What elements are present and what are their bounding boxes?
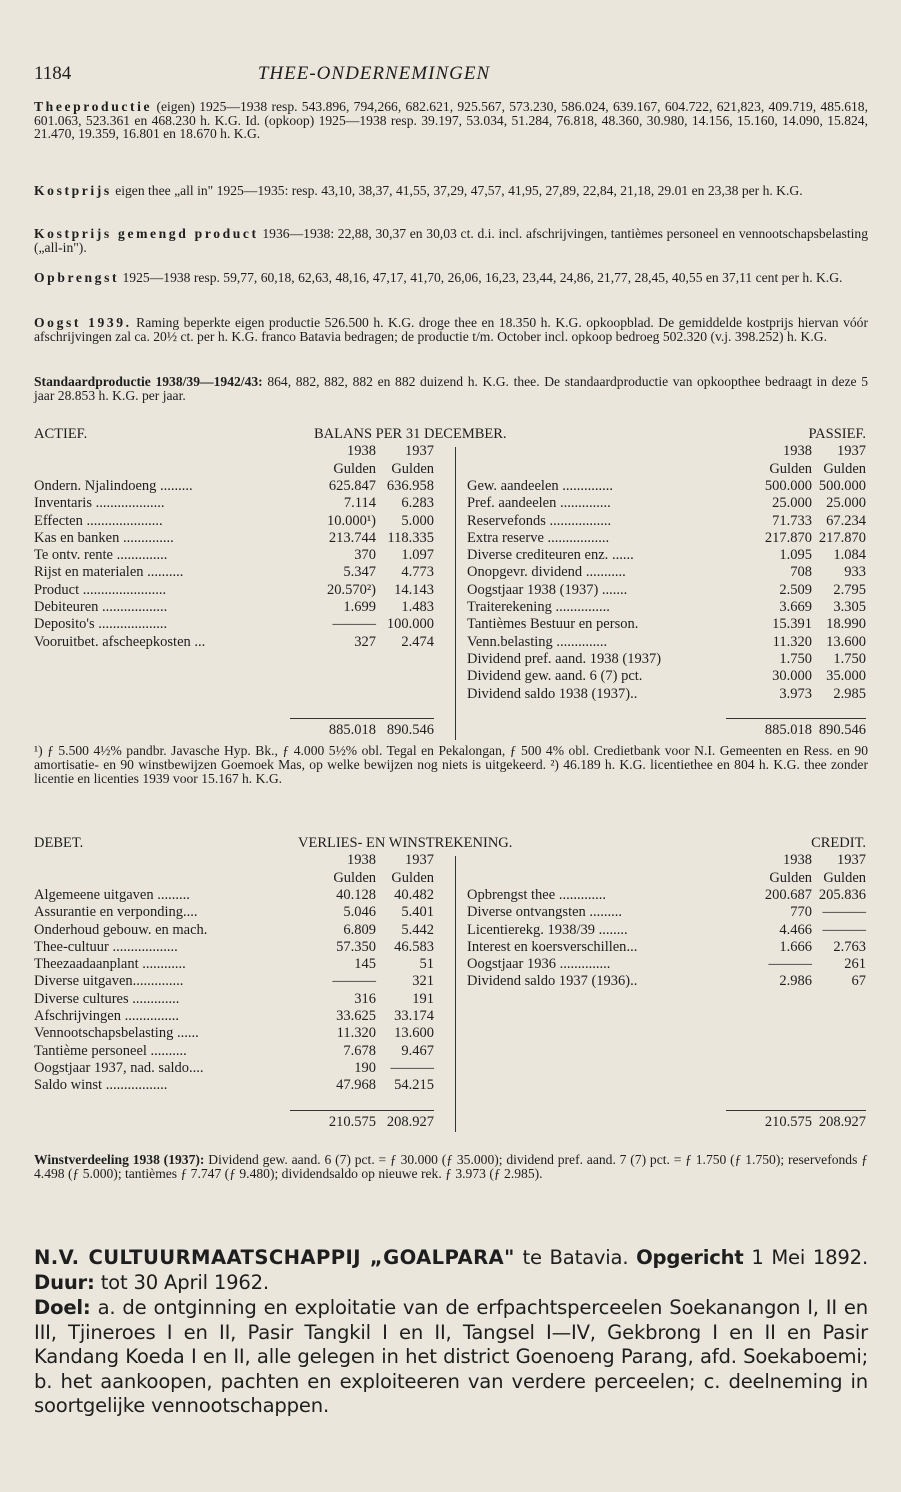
- table-row-left: [34, 1025, 868, 1042]
- table-row-right: [34, 904, 868, 921]
- row-label: [467, 651, 723, 668]
- value-1937: 54.215: [394, 1077, 434, 1094]
- value-1937: 18.990: [826, 616, 866, 633]
- doel-paragraph: [34, 1296, 868, 1419]
- totals-row: [34, 722, 868, 739]
- right-title: PASSIEF.: [808, 426, 866, 442]
- left-title: DEBET.: [34, 835, 84, 851]
- row-label-text: Vooruitbet. afscheepkosten: [34, 633, 191, 650]
- row-label-dots: ..................: [108, 938, 178, 955]
- total-left-1938: 210.575: [328, 1114, 376, 1130]
- unit-left: Gulden: [333, 460, 376, 477]
- value-1937: 261: [844, 956, 866, 973]
- page-number: 1184: [34, 63, 72, 84]
- unit-header-row: [34, 870, 868, 887]
- row-label-dots: .......: [598, 581, 628, 598]
- balance-footnote: ¹) ƒ 5.500 4½% pandbr. Javasche Hyp. Bk., ƒ 4.000 5½% obl. Tegal en Pekalongan, ƒ 500 4% obl. Credietbank voor N.I. Gemeenten en Ress. en 90 amortisatie- en 90 winstbewijzen Goemoek Mas, op welke bewijzen nog niets is uitgekeerd. ²) 46.189 h. K.G. licentiethee en 804 h. K.G. thee zonder licentie en licenties 1939 voor 15.167 h. K.G.: [34, 743, 868, 786]
- row-label-text: Te ontv. rente: [34, 547, 113, 564]
- doel-text: a. de ontginning en exploitatie van de erfpachtsperceelen Soekanangon I, II en III, Tjineroes I en II, Pasir Tangkil I en II, Tangsel I—IV, Gekbrong I en II en Pasir Kandang Koeda I en II, alle gelegen in het district Goenoeng Parang, afd. Soekaboemi; b. het aankoopen, pachten en exploiteeren van verdere perceelen; c. deelneming in soortgelijke vennootschappen.: [34, 1296, 869, 1418]
- paragraph-opbrengst: [34, 271, 868, 285]
- value-1938: 190: [354, 1059, 376, 1076]
- row-label-dots: .............: [555, 886, 606, 903]
- row-label-text: Rijst en materialen: [34, 564, 144, 581]
- text-kostprijs: eigen thee „all in" 1925—1935: resp. 43,10, 38,37, 41,55, 37,29, 47,57, 41,95, 27,89, 22,84, 21,18, 29.01 en 23,38 per h. K.G.: [115, 183, 803, 198]
- row-label-dots: ....: [183, 904, 198, 921]
- value-1937: 67.234: [826, 512, 866, 529]
- value-1937: 13.600: [826, 633, 866, 650]
- unit-right: Gulden: [769, 869, 812, 886]
- unit-right-2: Gulden: [823, 460, 866, 477]
- row-label-text: Reservefonds: [467, 512, 546, 529]
- value-1937: 4.773: [401, 564, 434, 581]
- total-right-1937: 208.927: [818, 1114, 866, 1130]
- row-label-dots: .............: [128, 990, 180, 1007]
- center-divider: [455, 856, 456, 1132]
- value-1938: 1.699: [343, 599, 376, 615]
- statement-title-row: [34, 835, 868, 852]
- row-label-dots: .................: [102, 1077, 168, 1094]
- row-label-dots: ..............: [556, 495, 611, 512]
- table-row-right: [34, 634, 868, 651]
- value-1937: 205.836: [818, 886, 866, 903]
- table-row-right: [34, 668, 868, 685]
- value-1937: 2.474: [401, 633, 434, 650]
- value-1938: ———: [332, 973, 376, 990]
- value-1937: 1.483: [401, 599, 434, 615]
- row-label-text: Diverse ontvangsten: [467, 904, 586, 921]
- table-row-right: [34, 530, 868, 547]
- row-label: [467, 564, 723, 581]
- table-row-left: [34, 1008, 868, 1025]
- row-label-text: Algemeene uitgaven: [34, 886, 154, 903]
- paragraph-oogst: [34, 316, 868, 343]
- center-title: VERLIES- EN WINSTREKENING.: [298, 835, 513, 851]
- row-label-dots: ..................: [98, 599, 168, 615]
- table-row-right: [34, 939, 868, 956]
- row-label-text: Dividend gew. aand. 6 (7) pct.: [467, 668, 643, 685]
- paragraph-winstverdeeling: [34, 1153, 868, 1181]
- text-kostprijs-gemengd: 1936—1938: 22,88, 30,37 en 30,03 ct. d.i. incl. afschrijvingen, tantièmes personeel en vennootschapsbelasting („all-in").: [34, 226, 868, 255]
- row-label-text: Onopgevr. dividend: [467, 564, 583, 581]
- value-1938: 316: [354, 990, 376, 1007]
- value-1937: 13.600: [394, 1025, 434, 1042]
- text-theeproductie: (eigen) 1925—1938 resp. 543.896, 794,266, 682.621, 925.567, 573.230, 586.024, 639.167, 604.722, 621,823, 409.719, 485.618, 601.063, 523.361 en 468.230 h. K.G. Id. (opkoop) 1925—1938 resp. 39.197, 53.034, 51.284, 76.818, 48.360, 30.980, 14.156, 15.160, 14.090, 15.824, 21.470, 19.359, 16.801 en 18.670 h. K.G.: [34, 99, 869, 142]
- table-row-left: [34, 1077, 868, 1094]
- total-rule-left: [290, 1110, 434, 1111]
- value-1937: 100.000: [386, 616, 434, 633]
- row-label-text: Kas en banken: [34, 529, 120, 546]
- row-label-text: Oogstjaar 1938 (1937): [467, 581, 599, 598]
- row-label: [467, 599, 723, 616]
- value-1937: 2.795: [833, 581, 866, 598]
- row-label: [467, 547, 723, 564]
- row-label-text: Theezaadaanplant: [34, 956, 139, 973]
- row-label-dots: ...: [626, 938, 638, 955]
- value-1937: ———: [822, 904, 866, 921]
- duur-label: Duur:: [34, 1270, 95, 1294]
- row-label-dots: ......: [173, 1025, 199, 1042]
- text-standaardproductie: 864, 882, 882, 882 en 882 duizend h. K.G. thee. De standaardproductie van opkoopthee bedraagt in deze 5 jaar 28.853 h. K.G. per jaar.: [34, 374, 868, 403]
- row-label-text: Extra reserve: [467, 529, 544, 546]
- value-1937: 1.084: [833, 547, 866, 564]
- row-label-text: Afschrijvingen: [34, 1008, 121, 1024]
- value-1937: ———: [390, 1059, 434, 1076]
- table-row-right: [34, 513, 868, 530]
- year-1937-left: 1937: [405, 852, 434, 869]
- row-label-text: Effecten: [34, 512, 83, 529]
- table-row-right: [34, 973, 868, 990]
- table-row-right: [34, 956, 868, 973]
- center-divider: [455, 447, 456, 740]
- value-1938: 2.986: [779, 973, 812, 990]
- table-row-right: [34, 922, 868, 939]
- table-row-right: [34, 547, 868, 564]
- row-label-text: Venn.belasting: [467, 633, 553, 650]
- row-label-dots: ...............: [551, 599, 610, 615]
- row-label-dots: .........: [585, 904, 623, 921]
- duur-value: tot 30 April 1962.: [100, 1270, 269, 1294]
- value-1938: 4.466: [779, 921, 812, 938]
- row-label-dots: .........: [156, 477, 193, 494]
- value-1938: 3.669: [779, 599, 812, 615]
- value-1938: 145: [354, 956, 376, 973]
- unit-left-2: Gulden: [391, 869, 434, 886]
- value-1938: 11.320: [772, 633, 812, 650]
- text-opbrengst: 1925—1938 resp. 59,77, 60,18, 62,63, 48,16, 47,17, 41,70, 26,06, 16,23, 23,44, 24,86, 21,77, 28,45, 40,55 en 37,11 cent per h. K.G.: [122, 270, 843, 285]
- row-label-text: Dividend pref. aand. 1938 (1937): [467, 650, 662, 667]
- row-label-dots: ............: [138, 956, 186, 973]
- value-1938: 57.350: [336, 938, 376, 955]
- row-label: [34, 1077, 292, 1094]
- value-1938: 1.666: [779, 938, 812, 955]
- row-label-dots: ....: [189, 1059, 204, 1076]
- value-1938: 370: [354, 547, 376, 564]
- row-label: [34, 1060, 292, 1077]
- unit-left: Gulden: [333, 869, 376, 886]
- value-1938: 1.750: [779, 650, 812, 667]
- total-left-1937: 208.927: [386, 1114, 434, 1130]
- row-label-text: Tantième personeel: [34, 1042, 147, 1059]
- value-1937: 118.335: [387, 529, 434, 546]
- row-label-text: Diverse cultures: [34, 990, 129, 1007]
- total-right-1938: 885.018: [764, 722, 812, 738]
- row-label: [34, 991, 292, 1008]
- value-1938: 3.973: [779, 685, 812, 702]
- year-1937-left: 1937: [405, 443, 434, 460]
- row-label: [34, 1043, 292, 1060]
- row-label-text: Saldo winst: [34, 1077, 103, 1094]
- value-1938: 213.744: [328, 529, 376, 546]
- year-1938-left: 1938: [347, 443, 376, 460]
- row-label-dots: .........: [153, 886, 190, 903]
- row-label-text: Interest en koersverschillen: [467, 938, 627, 955]
- year-1938-right: 1938: [783, 852, 812, 869]
- text-oogst: Raming beperkte eigen productie 526.500 h. K.G. droge thee en 18.350 h. K.G. opkoopblad. De gemiddelde kostprijs hiervan vóór afschrijvingen zal ca. 20½ ct. per h. K.G. franco Batavia bedragen; de productie t/m. October incl. opkoop bedroeg 502.320 (v.j. 398.252) h. K.G.: [34, 315, 868, 344]
- label-oogst: Oogst 1939.: [34, 315, 132, 330]
- value-1937: 1.097: [401, 547, 434, 564]
- row-label-dots: .......................: [79, 581, 167, 598]
- total-rule-right: [726, 718, 866, 719]
- value-1938: 500.000: [764, 477, 812, 494]
- row-label-dots: ..............: [112, 547, 168, 564]
- year-1937-right: 1937: [837, 443, 866, 460]
- left-title: ACTIEF.: [34, 426, 88, 442]
- year-1937-right: 1937: [837, 852, 866, 869]
- unit-header-row: [34, 461, 868, 478]
- company-name: N.V. CULTUURMAATSCHAPPIJ „GOALPARA": [34, 1246, 515, 1269]
- row-label-text: Diverse crediteuren enz.: [467, 547, 609, 564]
- row-label-text: Traiterekening: [467, 599, 552, 615]
- label-kostprijs-gemengd: Kostprijs gemengd product: [34, 226, 259, 241]
- company-location: te Batavia.: [522, 1246, 629, 1269]
- unit-left-2: Gulden: [391, 460, 434, 477]
- row-label-text: Thee-cultuur: [34, 938, 109, 955]
- row-label-text: Ondern. Njalindoeng: [34, 477, 157, 494]
- value-1937: 933: [844, 564, 866, 581]
- page-header: [34, 63, 868, 87]
- unit-right: Gulden: [769, 460, 812, 477]
- value-1938: ———: [332, 616, 376, 633]
- value-1938: 770: [790, 904, 812, 921]
- value-1938: 5.046: [343, 904, 376, 921]
- value-1938: 217.870: [764, 529, 812, 546]
- value-1938: 2.509: [779, 581, 812, 598]
- row-label: [467, 922, 723, 939]
- row-label-dots: ..............: [552, 633, 608, 650]
- company-paragraph: [34, 1246, 868, 1295]
- row-label-text: Debiteuren: [34, 599, 99, 615]
- balance-sheet: [34, 426, 868, 746]
- row-label-text: Onderhoud gebouw. en mach.: [34, 921, 208, 938]
- row-label-text: Gew. aandeelen: [467, 477, 559, 494]
- text-winstverdeeling: Dividend gew. aand. 6 (7) pct. = ƒ 30.000 (ƒ 35.000); dividend pref. aand. 7 (7) pct. = ƒ 1.750 (ƒ 1.750); reservefonds ƒ 4.498 (ƒ 5.000); tantièmes ƒ 7.747 (ƒ 9.480); dividendsaldo op nieuwe rek. ƒ 3.973 (ƒ 2.985).: [34, 1152, 868, 1181]
- value-1937: 33.174: [394, 1008, 434, 1024]
- row-label-text: Pref. aandeelen: [467, 495, 557, 512]
- row-label-text: Deposito's: [34, 616, 95, 633]
- opgericht-label: Opgericht: [636, 1246, 744, 1269]
- doel-label: Doel:: [34, 1296, 91, 1319]
- paragraph-standaardproductie: [34, 375, 868, 402]
- year-1938-right: 1938: [783, 443, 812, 460]
- value-1938: 1.095: [779, 547, 812, 564]
- value-1937: 2.985: [833, 685, 866, 702]
- table-row-left: [34, 991, 868, 1008]
- value-1938: 71.733: [772, 512, 812, 529]
- value-1938: ———: [768, 956, 812, 973]
- row-label-dots: .................: [543, 529, 610, 546]
- value-1938: 40.128: [336, 886, 376, 903]
- row-label-text: Licentierekg. 1938/39: [467, 921, 596, 938]
- row-label-text: Diverse uitgaven: [34, 973, 133, 990]
- table-row-left: [34, 1043, 868, 1060]
- table-row-right: [34, 599, 868, 616]
- year-header-row: [34, 852, 868, 869]
- row-label-dots: ...: [190, 633, 206, 650]
- row-label-dots: ..............: [556, 956, 611, 973]
- value-1938: 11.320: [336, 1025, 376, 1042]
- row-label-dots: .................: [545, 512, 612, 529]
- row-label-text: Oogstjaar 1936: [467, 956, 556, 973]
- value-1937: 217.870: [818, 529, 866, 546]
- total-rule-left: [290, 718, 434, 719]
- row-label-text: Dividend saldo 1937 (1936): [467, 973, 631, 990]
- value-1938: 7.114: [343, 495, 376, 512]
- value-1938: 625.847: [328, 477, 376, 494]
- row-label-dots: ...................: [91, 495, 165, 512]
- table-row-right: [34, 651, 868, 668]
- row-label-dots: ..............: [119, 529, 174, 546]
- value-1937: 636.958: [386, 477, 434, 494]
- table-row-right: [34, 887, 868, 904]
- row-label-dots: ..........: [143, 564, 184, 581]
- row-label: [467, 939, 723, 956]
- right-title: CREDIT.: [811, 835, 866, 851]
- row-label-text: Tantièmes Bestuur en person.: [467, 616, 639, 633]
- running-title: THEE-ONDERNEMINGEN: [257, 63, 491, 84]
- table-row-right: [34, 564, 868, 581]
- value-1937: 67: [851, 973, 866, 990]
- value-1937: ———: [822, 921, 866, 938]
- label-standaardproductie: Standaardproductie 1938/39—1942/43:: [34, 374, 263, 389]
- value-1938: 200.687: [764, 886, 812, 903]
- row-label: [467, 478, 723, 495]
- row-label-dots: ........: [595, 921, 628, 938]
- table-row-right: [34, 616, 868, 633]
- label-theeproductie: Theeproductie: [34, 99, 153, 114]
- value-1938: 33.625: [336, 1008, 376, 1024]
- row-label-text: Product: [34, 581, 80, 598]
- value-1938: 5.347: [343, 564, 376, 581]
- row-label: [467, 668, 723, 685]
- paragraph-theeproductie: [34, 100, 868, 141]
- row-label-dots: ..: [630, 685, 638, 702]
- table-row-left: [34, 1060, 868, 1077]
- row-label-dots: ..............: [558, 477, 614, 494]
- value-1937: 321: [412, 973, 434, 990]
- row-label-dots: ..............: [132, 973, 184, 990]
- row-label-dots: .....................: [82, 512, 163, 529]
- year-1938-left: 1938: [347, 852, 376, 869]
- value-1937: 5.401: [401, 904, 434, 921]
- row-label-dots: ..........: [146, 1042, 187, 1059]
- total-left-1938: 885.018: [328, 722, 376, 738]
- unit-right-2: Gulden: [823, 869, 866, 886]
- row-label: [467, 686, 723, 703]
- value-1937: 35.000: [826, 668, 866, 685]
- value-1938: 15.391: [772, 616, 812, 633]
- row-label: [34, 1025, 292, 1042]
- value-1937: 191: [412, 990, 434, 1007]
- value-1937: 3.305: [833, 599, 866, 615]
- total-rule-right: [726, 1110, 866, 1111]
- value-1937: 1.750: [833, 650, 866, 667]
- paragraph-kostprijs-gemengd: [34, 227, 868, 254]
- total-right-1938: 210.575: [764, 1114, 812, 1130]
- row-label-dots: ......: [608, 547, 634, 564]
- table-row-right: [34, 686, 868, 703]
- value-1938: 327: [354, 633, 376, 650]
- row-label-text: Opbrengst thee: [467, 886, 556, 903]
- value-1937: 5.000: [401, 512, 434, 529]
- row-label-dots: ...........: [582, 564, 626, 581]
- row-label: [467, 495, 723, 512]
- value-1938: 7.678: [343, 1042, 376, 1059]
- value-1938: 30.000: [772, 668, 812, 685]
- row-label-text: Oogstjaar 1937, nad. saldo: [34, 1059, 190, 1076]
- row-label: [467, 582, 723, 599]
- year-header-row: [34, 443, 868, 460]
- statement-title-row: [34, 426, 868, 443]
- row-label-text: Vennootschapsbelasting: [34, 1025, 174, 1042]
- row-label-dots: ...............: [120, 1008, 179, 1024]
- label-winstverdeeling: Winstverdeeling 1938 (1937):: [34, 1152, 205, 1167]
- row-label: [467, 956, 723, 973]
- row-label: [467, 904, 723, 921]
- opgericht-value: 1 Mei 1892.: [751, 1246, 868, 1269]
- row-label-dots: ...................: [94, 616, 168, 633]
- value-1937: 500.000: [818, 477, 866, 494]
- value-1937: 46.583: [394, 938, 434, 955]
- value-1938: 10.000¹): [326, 512, 376, 529]
- value-1938: 20.570²): [326, 581, 376, 598]
- value-1937: 2.763: [833, 938, 866, 955]
- table-row-right: [34, 495, 868, 512]
- row-label: [467, 634, 723, 651]
- paragraph-kostprijs: [34, 184, 868, 198]
- total-left-1937: 890.546: [386, 722, 434, 738]
- value-1937: 5.442: [401, 921, 434, 938]
- value-1937: 51: [419, 956, 434, 973]
- totals-row: [34, 1114, 868, 1131]
- label-kostprijs: Kostprijs: [34, 183, 112, 198]
- row-label: [467, 973, 723, 990]
- value-1937: 40.482: [394, 886, 434, 903]
- value-1937: 14.143: [394, 581, 434, 598]
- table-row-right: [34, 478, 868, 495]
- total-right-1937: 890.546: [818, 722, 866, 738]
- value-1938: 708: [790, 564, 812, 581]
- row-label: [467, 887, 723, 904]
- row-label-text: Assurantie en verponding: [34, 904, 183, 921]
- table-row-right: [34, 582, 868, 599]
- value-1938: 6.809: [343, 921, 376, 938]
- row-label: [467, 530, 723, 547]
- center-title: BALANS PER 31 DECEMBER.: [314, 426, 507, 442]
- value-1938: 25.000: [772, 495, 812, 512]
- value-1937: 9.467: [401, 1042, 434, 1059]
- row-label-text: Inventaris: [34, 495, 92, 512]
- row-label-text: Dividend saldo 1938 (1937): [467, 685, 631, 702]
- value-1937: 25.000: [826, 495, 866, 512]
- value-1938: 47.968: [336, 1077, 376, 1094]
- row-label-dots: ..: [630, 973, 638, 990]
- row-label: [34, 1008, 292, 1025]
- value-1937: 6.283: [401, 495, 434, 512]
- row-label: [467, 513, 723, 530]
- row-label: [467, 616, 723, 633]
- profit-loss-account: [34, 835, 868, 1143]
- label-opbrengst: Opbrengst: [34, 270, 120, 285]
